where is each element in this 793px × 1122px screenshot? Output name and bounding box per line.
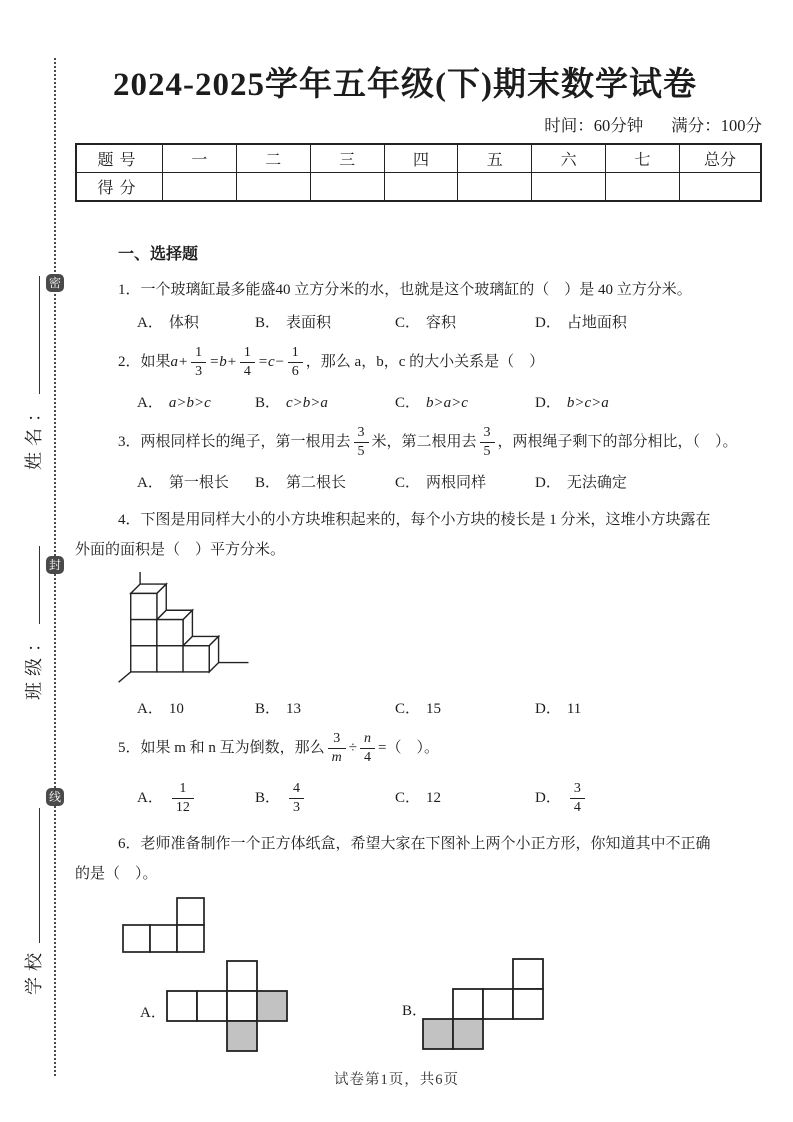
question-1-options [137,312,765,334]
question-4-options [137,698,765,720]
question-2-suffix: ，那么 a，b，c 的大小关系是（ ） [305,354,545,370]
option-b: B． 表面积 [255,315,332,331]
class-blank-line [21,546,40,624]
score-cell [606,173,680,202]
math-term: =b+ [209,354,237,370]
score-cell [458,173,532,202]
score-table-score-label: 得分 [76,173,163,202]
school-label: 学校 [24,947,44,995]
score-table-col-1: 一 [163,144,237,173]
exam-time: 时间：60分钟 [544,116,644,135]
fraction-1-12: 1 12 [172,781,194,815]
seal-char-xian: 线 [46,788,64,806]
divide-sign: ÷ [348,740,358,756]
net-a-label: A． [140,1005,166,1021]
net-b-label: B． [402,1003,428,1019]
gray-square [257,991,287,1021]
incomplete-net-figure [122,897,765,954]
net-options-row [75,960,765,1062]
question-1-stem: 1．一个玻璃缸最多能盛40 立方分米的水，也就是这个玻璃缸的（ ）是 40 立方分米。 [118,282,692,298]
fraction-4-3: 4 3 [289,781,304,815]
score-table-col-total: 总分 [680,144,762,173]
question-5-part: =（ ）。 [378,740,439,756]
seal-char-mi: 密 [46,274,64,292]
question-4-line1: 4．下图是用同样大小的小方块堆积起来的，每个小方块的棱长是 1 分米，这堆小方块露在 [118,512,711,528]
fraction-1-3: $\frac{1}{3}$ [191,345,206,379]
exam-meta [0,112,762,136]
question-section [75,240,765,1062]
fraction-1-4: $\frac{1}{4}$ [240,345,255,379]
incomplete-net-svg [122,897,206,954]
page-title: 2024-2025学年五年级(下)期末数学试卷 [113,67,697,103]
option-c: C． b>a>c [395,395,468,411]
score-cell [163,173,237,202]
option-c: C． 两根同样 [395,475,487,491]
option-d: D． 11 [535,701,582,717]
section-heading: 一、选择题 [118,246,199,263]
score-table-col-6: 六 [532,144,606,173]
gray-square [453,1019,483,1049]
school-field [20,808,46,995]
option-c: C． 12 [395,790,442,806]
option-a: A． 第一根长 [137,475,229,491]
option-a: A． 1 12 [137,781,255,815]
option-c: C． 15 [395,701,442,717]
score-table-col-5: 五 [458,144,532,173]
math-term: =c− [257,354,285,370]
question-4-line2: 外面的面积是（ ）平方分米。 [75,542,286,558]
question-2-stem [118,343,765,381]
option-b: B． 13 [255,701,302,717]
fraction-3-4: 3 4 [570,781,585,815]
class-field [20,546,46,700]
score-table-q-label: 题号 [76,144,163,173]
option-c: C． 容积 [395,315,457,331]
exam-full-score: 满分：100分 [671,116,762,135]
score-table [75,143,762,202]
score-table-header-row [76,144,761,173]
question-3-stem [118,423,765,461]
option-a: A． 体积 [137,315,199,331]
option-d: D． 3 4 [535,781,765,815]
fraction-3-5: 3 5 [480,425,495,459]
score-table-col-7: 七 [606,144,680,173]
question-3-part: ，两根绳子剩下的部分相比，（ ）。 [497,434,738,450]
question-3-options [137,472,765,494]
question-5-options [137,778,765,818]
score-table-col-4: 四 [384,144,458,173]
score-cell [384,173,458,202]
score-cell [236,173,310,202]
school-blank-line [21,808,40,943]
question-3-part: 米，第二根用去 [371,434,477,450]
question-6-line1: 6．老师准备制作一个正方体纸盒，希望大家在下图补上两个小正方形，你知道其中不正确 [118,836,711,852]
score-table-col-3: 三 [310,144,384,173]
name-field [20,276,46,470]
name-blank-line [21,276,40,394]
question-2-prefix: 2．如果 [118,354,171,370]
question-2-options [137,392,765,414]
fraction-3-m: $\frac{3}{m}$ [328,731,346,765]
option-a: A． a>b>c [137,395,211,411]
score-table-col-2: 二 [236,144,310,173]
score-cell [532,173,606,202]
question-5-stem [118,729,765,767]
question-5-part: 5．如果 m 和 n 互为倒数，那么 [118,740,325,756]
math-term: a+ [170,354,189,370]
question-6-line2: 的是（ ）。 [75,866,158,882]
fraction-1-6: $\frac{1}{6}$ [288,345,303,379]
class-label: 班级： [24,628,44,700]
option-b: B． 第二根长 [255,475,347,491]
gray-square [227,1021,257,1051]
net-option-b-svg [422,958,544,1050]
cube-stack-figure [115,571,765,687]
option-a: A． 10 [137,701,184,717]
name-label: 姓名： [24,398,44,470]
gray-square [423,1019,453,1049]
option-b: B． 4 3 [255,781,395,815]
cube-stack-svg [115,571,253,685]
seal-char-feng: 封 [46,556,64,574]
option-d: D． 无法确定 [535,475,627,491]
score-cell [310,173,384,202]
score-table-score-row [76,173,761,202]
option-d: D． b>c>a [535,395,609,411]
option-d: D． 占地面积 [535,315,627,331]
net-option-a-svg [166,960,288,1052]
option-b: B． c>b>a [255,395,328,411]
score-cell [680,173,762,202]
fraction-n-4: $\frac{n}{4}$ [360,731,375,765]
page-footer: 试卷第1页，共6页 [334,1072,459,1088]
question-3-part: 3．两根同样长的绳子，第一根用去 [118,434,351,450]
fraction-3-5: 3 5 [354,425,369,459]
